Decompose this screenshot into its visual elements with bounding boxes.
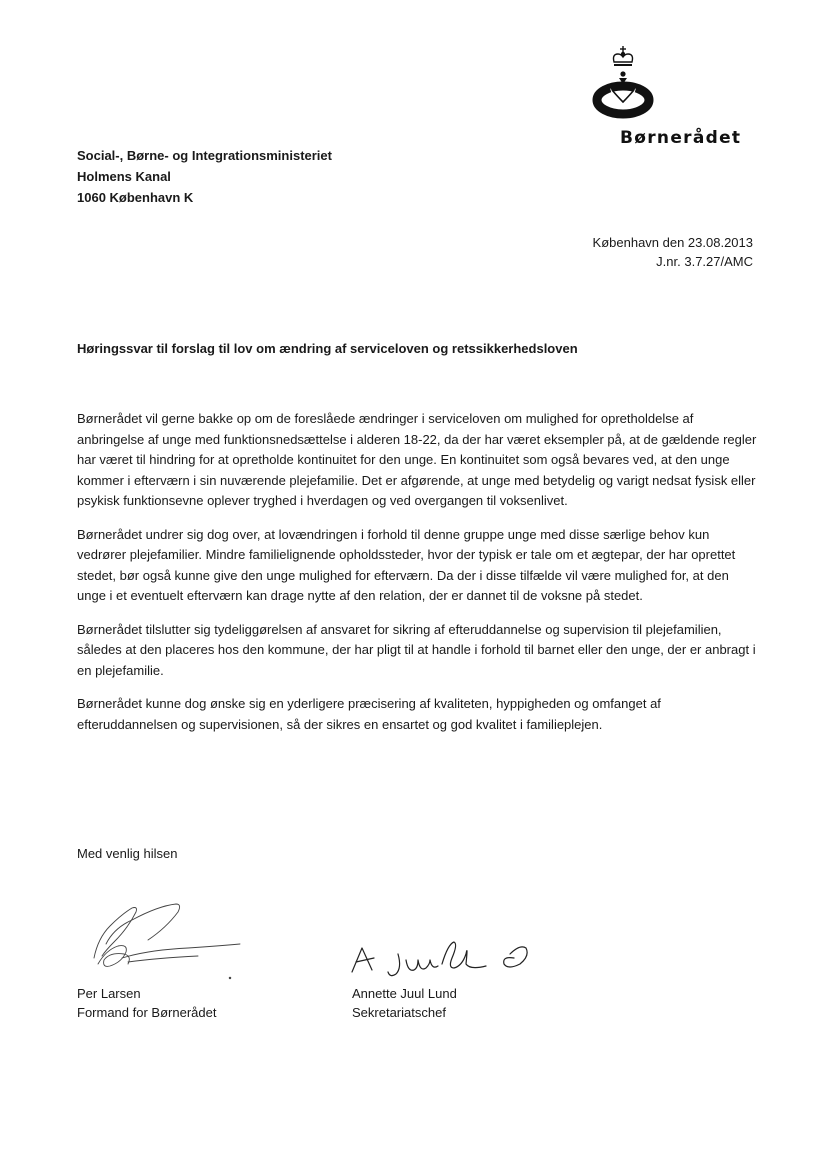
signatory-block bbox=[77, 984, 216, 1022]
signature-per-larsen bbox=[88, 898, 248, 980]
recipient-line: Holmens Kanal bbox=[77, 169, 171, 184]
journal-number: J.nr. 3.7.27/AMC bbox=[656, 254, 753, 269]
signature-annette-juul-lund bbox=[350, 934, 535, 982]
letter-body bbox=[77, 409, 757, 748]
signatory-block bbox=[352, 984, 457, 1022]
signatory-title: Formand for Børnerådet bbox=[77, 1005, 217, 1020]
body-paragraph: Børnerådet undrer sig dog over, at lovændringen i forhold til denne gruppe unge med disse særlige behov kun vedrører plejefamilier. Mindre familielignende opholdssteder, hvor der typisk er tale om et ægtepar, der har oprettet stedet, bør også kunne give den unge mulighed for efterværn. Da der i disse tilfælde vil være mulighed for, at den unge i et eventuelt efterværn kan drage nytte af den relation, der er dannet til de voksne på stedet. bbox=[77, 526, 736, 603]
letter-subject: Høringssvar til forslag til lov om ændring af serviceloven og retssikkerhedsloven bbox=[77, 341, 578, 356]
body-paragraph: Børnerådet vil gerne bakke op om de foreslåede ændringer i serviceloven om mulighed for opretholdelse af anbringelse af unge med funktionsnedsættelse i alderen 18-22, da der har været eksempler på, at de gældende regler har været til hindring for at opretholde kontinuitet for den unge. En kontinuitet som også bevares ved, at den unge kommer i efterværn i sin nuværende plejefamilie. Det er afgørende, at unge med betydelig og varigt nedsat fysisk eller psykisk funktionsevne oplever tryghed i hverdagen og ved overgangen til voksenlivet. bbox=[77, 411, 757, 508]
signatory-title: Sekretariatschef bbox=[352, 1005, 446, 1020]
date-line: København den 23.08.2013 bbox=[592, 235, 753, 250]
body-paragraph: Børnerådet kunne dog ønske sig en yderligere præcisering af kvaliteten, hyppigheden og omfanget af efteruddannelsen og supervisionen, så der sikres en ensartet og god kvalitet i familieplejen. bbox=[77, 696, 661, 732]
signatory-name: Per Larsen bbox=[77, 986, 141, 1001]
recipient-address bbox=[77, 145, 332, 208]
crown-logo-icon bbox=[588, 44, 658, 120]
signatory-name: Annette Juul Lund bbox=[352, 986, 457, 1001]
date-block bbox=[593, 233, 753, 271]
organization-name: Børnerådet bbox=[620, 128, 742, 148]
recipient-line: Social-, Børne- og Integrationsministeriet bbox=[77, 148, 332, 163]
body-paragraph: Børnerådet tilslutter sig tydeliggørelsen af ansvaret for sikring af efteruddannelse og supervision til plejefamilien, således at den placeres hos den kommune, der har pligt til at handle i forhold til barnet eller den unge, der er anbragt i en plejefamilie. bbox=[77, 621, 756, 678]
recipient-line: 1060 København K bbox=[77, 190, 194, 205]
closing-greeting: Med venlig hilsen bbox=[77, 846, 178, 861]
